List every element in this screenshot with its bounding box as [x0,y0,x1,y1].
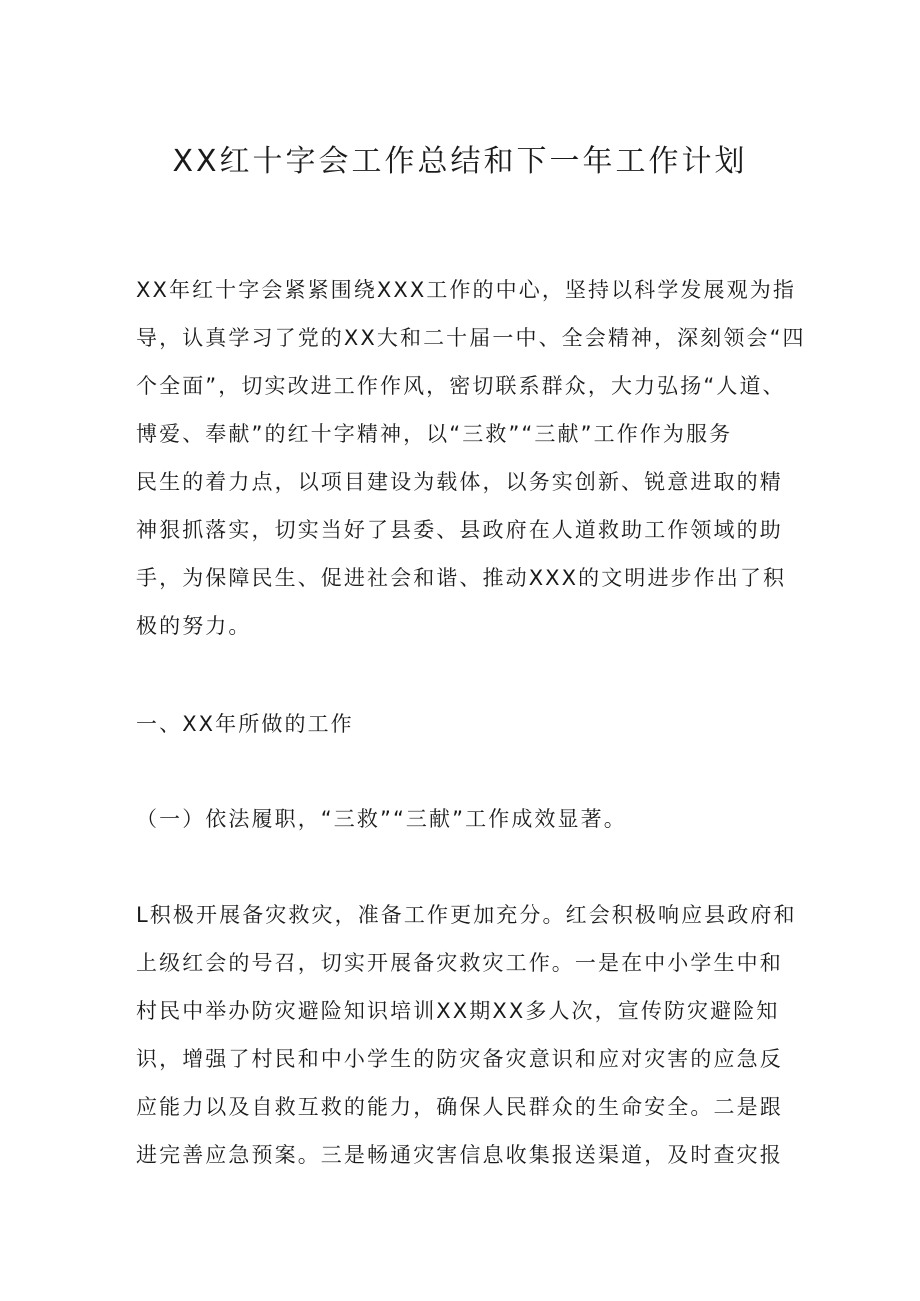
subsection-heading-1 [136,795,796,843]
intro-line: 博爱、奉献”的红十字精神，以“三救”“三献”工作作为服务 [136,422,733,446]
intro-paragraph [136,266,806,650]
subsection-heading-text: （一）依法履职，“三救”“三献”工作成效显著。 [136,807,627,831]
paragraph-line: 进完善应急预案。三是畅通灾害信息收集报送渠道，及时查灾报 [136,1143,783,1167]
intro-line: 导，认真学习了党的XX大和二十届一中、全会精神，深刻领会“四 [136,326,806,350]
disaster-relief-paragraph [136,891,796,1179]
paragraph-line: L积极开展备灾救灾，准备工作更加充分。红会积极响应县政府和 [136,903,797,927]
intro-line: 手，为保障民生、促进社会和谐、推动XXX的文明进步作出了积 [136,566,787,590]
paragraph-line: 上级红会的号召，切实开展备灾救灾工作。一是在中小学生中和 [136,951,783,975]
intro-line: 民生的着力点，以项目建设为载体，以务实创新、锐意进取的精 [136,470,783,494]
paragraph-line: 应能力以及自救互救的能力，确保人民群众的生命安全。二是跟 [136,1095,783,1119]
intro-line: XX年红十字会紧紧围绕XXX工作的中心，坚持以科学发展观为指 [136,278,796,302]
document-title: XX红十字会工作总结和下一年工作计划 [172,144,748,179]
paragraph-line: 识，增强了村民和中小学生的防灾备灾意识和应对灾害的应急反 [136,1047,783,1071]
section-heading-1 [136,700,796,748]
intro-line: 神狠抓落实，切实当好了县委、县政府在人道救助工作领域的助 [136,518,783,542]
section-heading-text: 一、XX年所做的工作 [136,712,354,736]
intro-line: 个全面”，切实改进工作作风，密切联系群众，大力弘扬“人道、 [136,374,786,398]
intro-line: 极的努力。 [136,614,252,638]
paragraph-line: 村民中举办防灾避险知识培训XX期XX多人次，宣传防灾避险知 [136,999,780,1023]
